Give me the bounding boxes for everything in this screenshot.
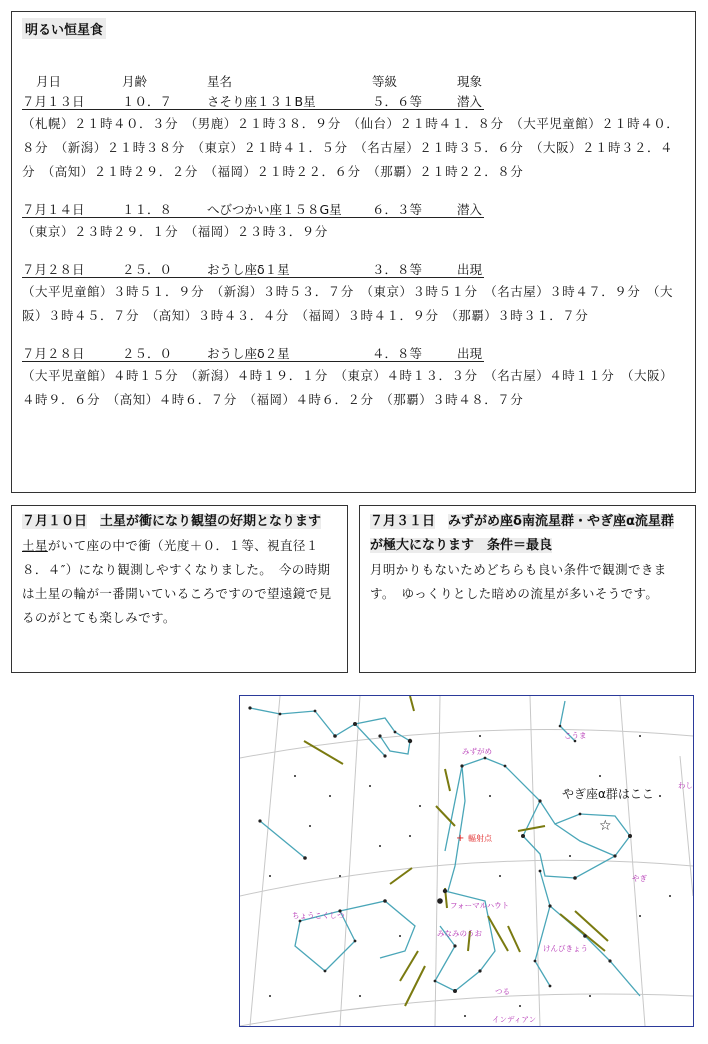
chart-note: やぎ座α群はここ [562,787,654,801]
coordinate-grid [240,696,693,1026]
label-radiant: 輻射点 [468,834,492,843]
label-fomalhaut: フォーマルハウト [450,901,510,910]
occultation-event [22,92,685,184]
event-phen: 出現 [457,262,483,277]
event-row [22,260,484,278]
header-age: 月齢 [122,74,148,89]
label-kenbikyou: けんびきょう [543,944,588,953]
meteor-streaks [304,696,608,1006]
header-mag: 等級 [372,74,398,89]
event-age: １１．８ [122,202,173,217]
event-row [22,344,484,362]
star-mark-icon: ☆ [599,818,612,834]
label-kouma: こうま [564,731,587,740]
event-date: ７月１４日 [22,202,85,217]
occultation-title: 明るい恒星食 [22,18,106,39]
event-star: へびつかい座１５８G星 [207,202,342,217]
event-date: ７月１３日 [22,94,85,109]
news-saturn-panel [11,505,348,673]
news-body-lead: 土星 [22,538,48,553]
event-star: おうし座δ１星 [207,262,290,277]
event-phen: 出現 [457,346,483,361]
news-title-date: ７月３１日 [370,514,436,529]
event-phen: 潜入 [457,94,483,109]
event-age: ２５．０ [122,346,173,361]
news-meteor-panel [359,505,696,673]
event-age: ２５．０ [122,262,173,277]
news-body [22,534,337,630]
news-title-text: 土星が衝になり観望の好期となります [100,514,322,529]
label-washi: わし [678,781,693,790]
radiant-cross: + [456,833,465,844]
occultation-header [22,72,685,90]
occultation-event [22,260,685,328]
occultation-event [22,344,685,412]
news-title-date: ７月１０日 [22,514,88,529]
event-mag: ４．８等 [372,346,423,361]
header-phen: 現象 [457,74,483,89]
label-tsuru: つる [495,987,510,996]
event-times: （東京）２３時２９．１分 （福岡）２３時３．９分 [22,224,328,239]
event-times: （札幌）２１時４０．３分 （男鹿）２１時３８．９分 （仙台）２１時４１．８分 （大平児童館）２１時４０．８分 （新潟）２１時３８分 （東京）２１時４１．５分 （名古屋）２１時３５．６分 （大阪）２１時３２．４分 （高知）２１時２９．２分 （福岡）２１時２２．６分 （那覇）２１時２２．８分 [22,116,680,179]
event-date: ７月２８日 [22,346,85,361]
label-indian: インディアン [492,1015,537,1024]
event-times: （大平児童館）４時１５分 （新潟）４時１９．１分 （東京）４時１３．３分 （名古屋）４時１１分 （大阪）４時９．６分 （高知）４時６．７分 （福岡）４時６．２分 （那覇）３時４８．７分 [22,368,674,407]
event-star: さそり座１３１B星 [207,94,316,109]
event-mag: ５．６等 [372,94,423,109]
label-minaminouo: みなみのうお [437,929,482,938]
header-star: 星名 [207,74,233,89]
label-yagi: やぎ [632,874,647,883]
news-title [22,510,337,534]
news-body: 月明かりもないためどちらも良い条件で観測できます。 ゆっくりとした暗めの流星が多いそうです。 [370,562,667,601]
event-star: おうし座δ２星 [207,346,290,361]
star-chart-svg [240,696,693,1026]
news-title-text: みずがめ座δ南流星群・やぎ座α流星群が極大になります 条件＝最良 [370,514,674,553]
occultation-event [22,200,685,244]
star-chart [239,695,694,1027]
header-date: 月日 [36,74,62,89]
event-row [22,200,484,218]
occultation-panel [11,11,696,493]
news-title [370,510,685,558]
label-choukokushitsu: ちょうこくしつ [292,911,345,920]
event-mag: ６．３等 [372,202,423,217]
event-times: （大平児童館）３時５１．９分 （新潟）３時５３．７分 （東京）３時５１分 （名古屋）３時４７．９分 （大阪）３時４５．７分 （高知）３時４３．４分 （福岡）３時４１．９分 （那覇）３時３１．７分 [22,284,674,323]
stars [248,706,671,1017]
event-row [22,92,484,110]
event-date: ７月２８日 [22,262,85,277]
event-phen: 潜入 [457,202,483,217]
event-age: １０．７ [122,94,173,109]
event-mag: ３．８等 [372,262,423,277]
label-mizugame: みずがめ [462,747,492,756]
news-body-text: がいて座の中で衝（光度＋０．１等、視直径１８．４″）になり観測しやすくなりました。 今の時期は土星の輪が一番開いているころですので望遠鏡で見るのがとても楽しみです。 [22,538,332,625]
